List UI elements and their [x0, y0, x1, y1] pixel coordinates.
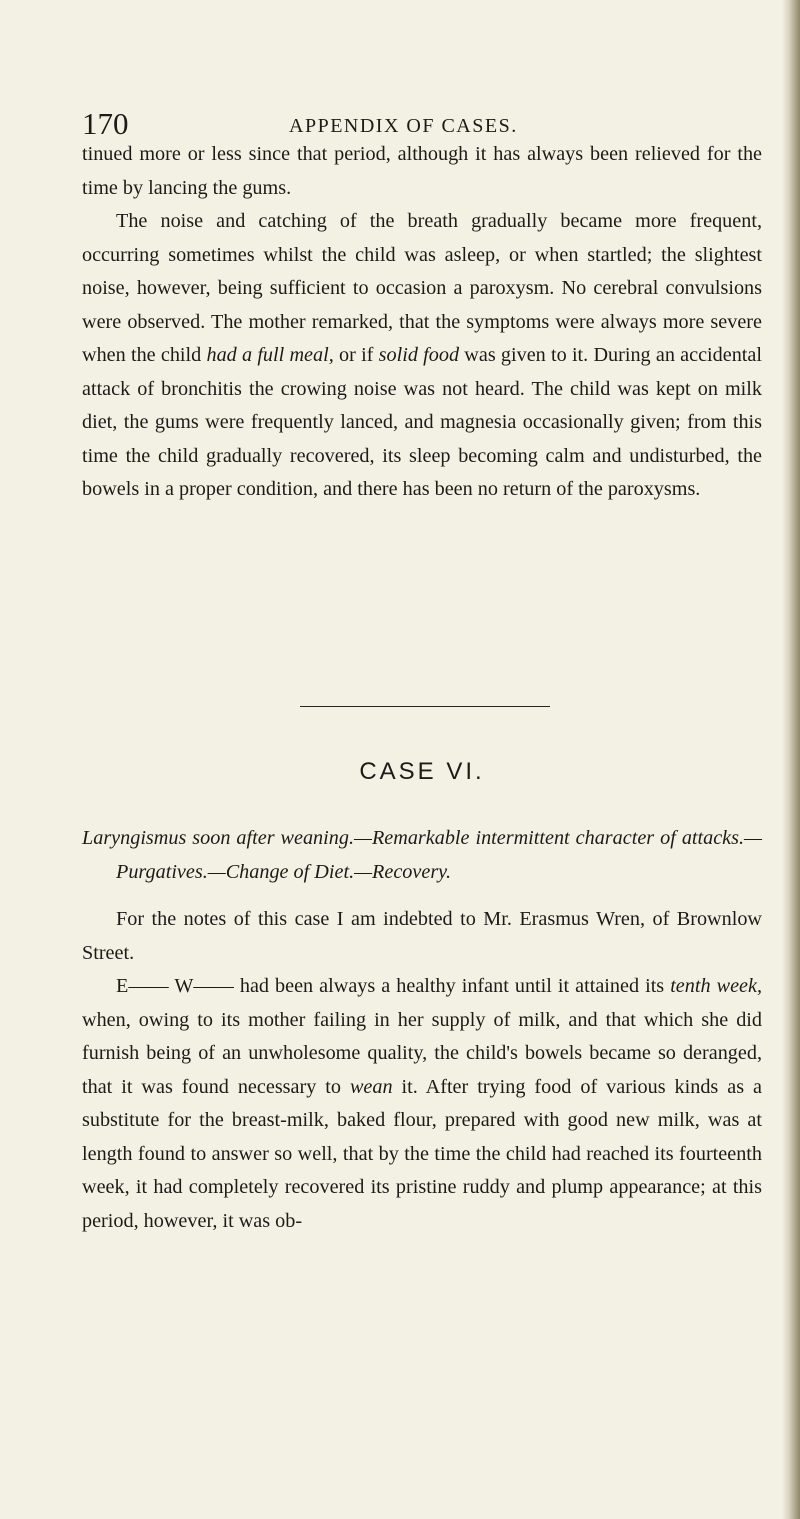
text-run: was given to it. During an accidental attack of bronchitis the crowing noise was not heard. The child was kept on milk diet, the gums were frequently lanced, and magnesia occasionally given; from this time the child gradually recovered, its sleep becoming calm and undisturbed, the bowels in a proper condition, and there has been no return of the paroxysms. — [82, 344, 762, 500]
running-head: APPENDIX OF CASES. — [289, 115, 518, 137]
case-heading: CASE VI. — [359, 758, 485, 785]
paragraph-continued: tinued more or less since that period, although it has always been relieved for the time by lancing the gums. — [82, 143, 762, 199]
paragraph-symptoms — [82, 205, 762, 507]
page-number: 170 — [82, 106, 129, 141]
emphasis-text: wean — [349, 1075, 393, 1098]
text-run: The noise and catching of the breath gradually became more frequent, occurring sometimes whilst the child was asleep, or when startled; the slightest noise, however, being sufficient to occasion a paroxysm. No cerebral convulsions were observed. The mother remarked, that the symptoms were always more severe when the child — [82, 210, 762, 366]
body-text-top — [82, 138, 762, 507]
paragraph-case-history — [82, 970, 762, 1238]
emphasis-text: solid food — [378, 344, 460, 366]
emphasis-text: tenth week, — [670, 975, 762, 997]
section-divider — [300, 706, 550, 707]
body-text-bottom — [82, 903, 762, 1238]
case-summary-text: Laryngismus soon after weaning.—Remarkable intermittent character of attacks.—Purgatives.—Change of Diet.—Recovery. — [82, 827, 762, 883]
text-run: when, owing to its mother failing in her supply of milk, and that which she did furnish being of an unwholesome quality, the child's bowels became so deranged, that it was found necessary to — [82, 1008, 762, 1098]
paragraph-acknowledgement: For the notes of this case I am indebted to Mr. Erasmus Wren, of Brownlow Street. — [82, 908, 762, 964]
text-run: or if — [333, 344, 379, 366]
page-edge-shadow — [782, 0, 800, 1519]
text-run: E—— W—— had been always a healthy infant until it attained its — [116, 975, 671, 997]
emphasis-text: had a full meal, — [206, 344, 334, 366]
case-summary — [82, 822, 762, 889]
text-run: it. After trying food of various kinds as a substitute for the breast-milk, baked flour, prepared with good new milk, was at length found to answer so well, that by the time the child had reached its fourteenth week, it had completely recovered its pristine ruddy and plump appearance; at this period, however, it was ob- — [82, 1075, 762, 1232]
